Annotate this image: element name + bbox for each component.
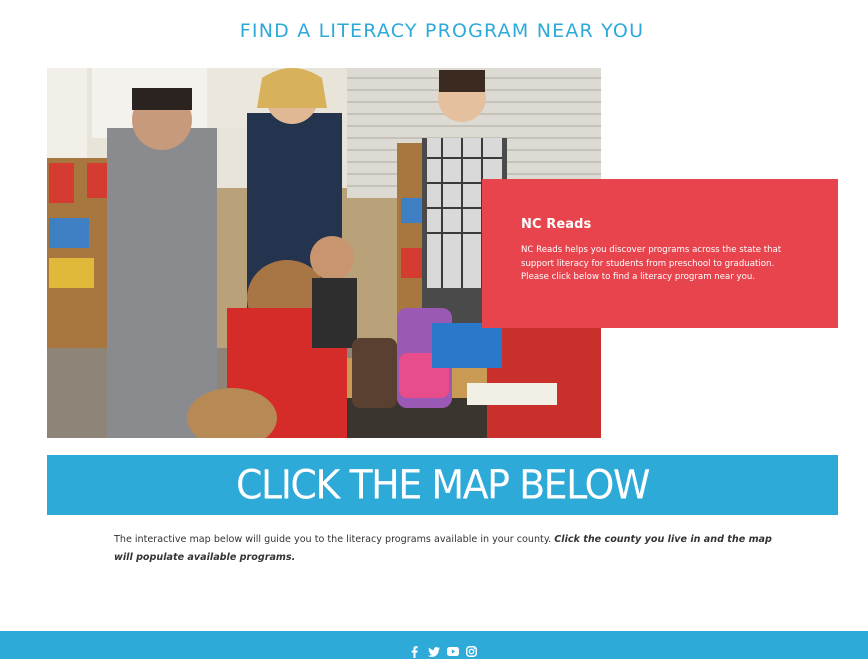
map-intro-emphasis: Click the county you live in and the map will populate available programs. [114,534,772,563]
page-title: FIND A LITERACY PROGRAM NEAR YOU [239,20,645,42]
social-links [408,645,478,658]
footer [0,631,868,659]
instagram-icon[interactable] [465,645,478,658]
click-map-banner[interactable] [47,455,838,515]
info-card-title: NC Reads [521,217,592,232]
info-card [482,179,838,328]
map-intro-plain: The interactive map below will guide you to the literacy programs available in your county. [114,534,555,545]
map-intro-text [114,531,774,566]
youtube-icon[interactable] [446,645,459,658]
click-map-banner-label: CLICK THE MAP BELOW [236,461,649,509]
facebook-icon[interactable] [408,645,421,658]
twitter-icon[interactable] [427,645,440,658]
info-card-body: NC Reads helps you discover programs across the state that support literacy for students from preschool to graduation. Please click below to find a literacy program near you. [521,245,782,282]
